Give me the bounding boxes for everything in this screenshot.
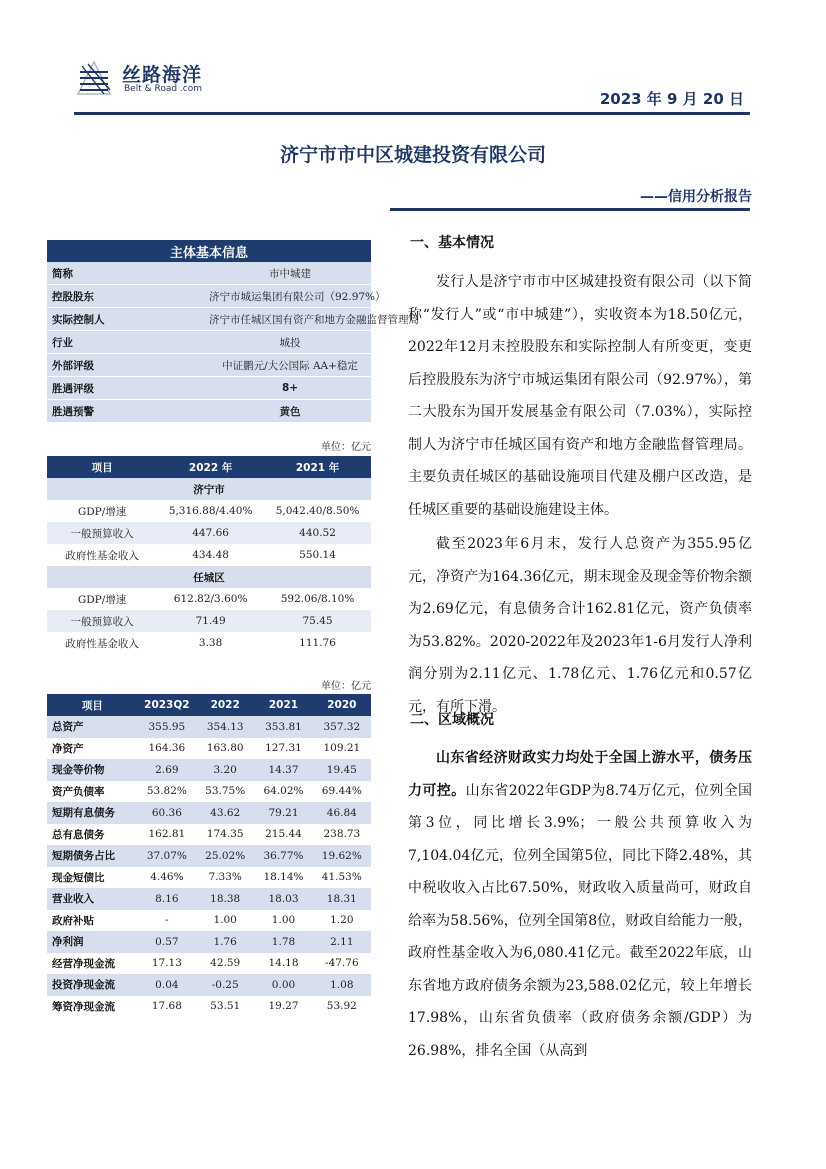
table-row: 实际控制人 济宁市任城区国有资产和地方金融监督管理局 bbox=[47, 308, 371, 331]
table-row: 净资产 164.36 163.80 127.31 109.21 bbox=[52, 742, 361, 755]
table-row: 一般预算收入 71.49 75.45 bbox=[47, 610, 371, 632]
region-unit-label: 单位：亿元 bbox=[321, 442, 371, 453]
table-row: 一般预算收入 447.66 440.52 bbox=[47, 522, 371, 544]
finance-table bbox=[47, 694, 371, 1012]
report-subtitle: ——信用分析报告 bbox=[640, 189, 752, 205]
table-row: 行业 城投 bbox=[47, 331, 371, 354]
region-table bbox=[47, 456, 371, 654]
info-table-heading: 主体基本信息 bbox=[47, 240, 371, 262]
table-row: 总有息债务 162.81 174.35 215.44 238.73 bbox=[52, 828, 361, 841]
section-title-region: 二、区域概况 bbox=[410, 712, 494, 728]
paragraph-basic-2: 截至2023年6月末，发行人总资产为355.95亿元，净资产为164.36亿元，期末现金及现金等价物余额为2.69亿元，有息债务合计162.81亿元，资产负债率为53.82%。2020-2022年及2023年1-6月发行人净利润分别为2.11亿元、1.78亿元、1.76亿元和0.57亿元，有所下滑。 bbox=[408, 536, 752, 715]
table-row: 政府性基金收入 434.48 550.14 bbox=[65, 549, 336, 562]
table-row: 筹资净现金流 17.68 53.51 19.27 53.92 bbox=[52, 1000, 357, 1013]
page-title: 济宁市市中区城建投资有限公司 bbox=[279, 144, 546, 166]
table-row: 总资产 355.95 354.13 353.81 357.32 bbox=[47, 716, 371, 738]
table-row: 控股股东 济宁市城运集团有限公司（92.97%） bbox=[47, 285, 371, 308]
table-row: 现金短债比 4.46% 7.33% 18.14% 41.53% bbox=[52, 871, 362, 884]
info-table bbox=[47, 240, 419, 423]
table-row: 现金等价物 2.69 3.20 14.37 19.45 bbox=[47, 759, 371, 781]
table-section-row: 济宁市 bbox=[47, 478, 371, 500]
section-title-basic: 一、基本情况 bbox=[410, 235, 494, 251]
table-row: 短期有息债务 60.36 43.62 79.21 46.84 bbox=[47, 802, 371, 824]
logo-mark-icon bbox=[74, 58, 114, 98]
paragraph-region-text: 山东省2022年GDP为8.74万亿元，位列全国第3位，同比增长3.9%；一般公共预算收入为7,104.04亿元，位列全国第5位，同比下降2.48%，其中税收收入占比67.50%，财政收入质量尚可，财政自给率为58.56%，位列全国第8位，财政自给能力一般，政府性基金收入为6,080.41亿元。截至2022年底，山东省地方政府债务余额为23,588.02亿元，较上年增长17.98%，山东省负债率（政府债务余额/GDP）为26.98%，排名全国（从高到 bbox=[408, 782, 753, 1059]
report-date: 2023 年 9 月 20 日 bbox=[599, 90, 744, 108]
table-row: 政府性基金收入 3.38 111.76 bbox=[65, 637, 336, 650]
brand-logo bbox=[74, 58, 234, 98]
table-section-row: 任城区 bbox=[47, 566, 371, 588]
table-row: 净利润 0.57 1.76 1.78 2.11 bbox=[47, 931, 371, 953]
paragraph-basic-1: 发行人是济宁市市中区城建投资有限公司（以下简称“发行人”或“市中城建”），实收资本为18.50亿元，2022年12月末控股股东和实际控制人有所变更，变更后控股股东为济宁市城运集团有限公司（92.97%），第二大股东为国开发展基金有限公司（7.03%），实际控制人为济宁市任城区国有资产和地方金融监督管理局。主要负责任城区的基础设施项目代建及棚户区改造，是任城区重要的基础设施建设主体。 bbox=[408, 274, 752, 518]
table-header-row: 项目 2022 年 2021 年 bbox=[47, 456, 371, 478]
table-row: 胜遇评级 8+ bbox=[47, 377, 371, 400]
paragraph-lead: 山东省经济财政实力均处于全国上游水平，债务压力可控。 bbox=[408, 750, 752, 799]
subtitle-rule bbox=[390, 208, 750, 211]
table-row: 资产负债率 53.82% 53.75% 64.02% 69.44% bbox=[52, 785, 362, 798]
finance-unit-label: 单位：亿元 bbox=[321, 681, 371, 692]
logo-subtext: Belt & Road .com bbox=[124, 84, 203, 94]
table-row: 外部评级 中证鹏元/大公国际 AA+稳定 bbox=[47, 354, 371, 377]
logo-text: 丝路海洋 bbox=[122, 64, 203, 86]
table-row: 政府补贴 - 1.00 1.00 1.20 bbox=[52, 914, 354, 927]
table-row: 短期债务占比 37.07% 25.02% 36.77% 19.62% bbox=[47, 845, 371, 867]
header-rule bbox=[74, 112, 750, 115]
table-row: GDP/增速 5,316.88/4.40% 5,042.40/8.50% bbox=[77, 505, 360, 518]
table-row: 胜遇预警 黄色 bbox=[47, 400, 371, 423]
paragraph-region bbox=[408, 742, 752, 1067]
table-row: GDP/增速 612.82/3.60% 592.06/8.10% bbox=[77, 593, 355, 606]
table-row: 经营净现金流 17.13 42.59 14.18 -47.76 bbox=[52, 957, 359, 970]
table-row: 投资净现金流 0.04 -0.25 0.00 1.08 bbox=[47, 974, 371, 996]
table-row: 营业收入 8.16 18.38 18.03 18.31 bbox=[47, 888, 371, 910]
table-row: 简称 市中城建 bbox=[47, 262, 371, 285]
table-header-row: 项目 2023Q2 2022 2021 2020 bbox=[47, 694, 371, 716]
